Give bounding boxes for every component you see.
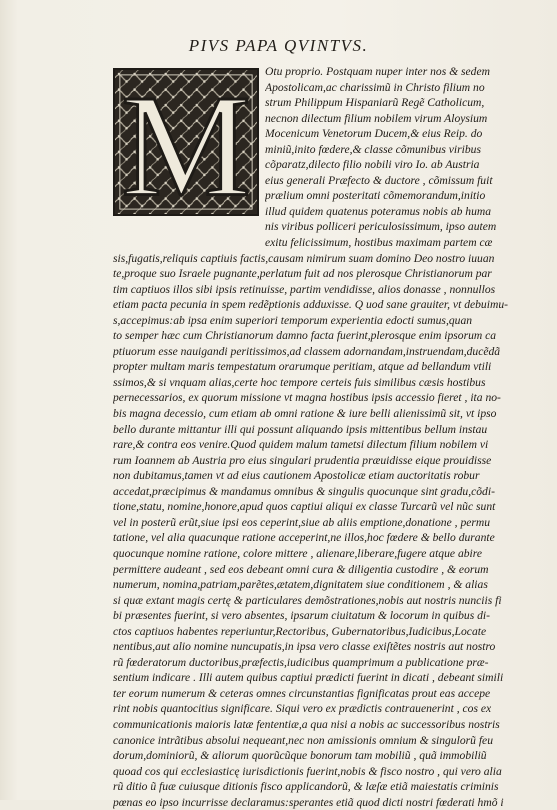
text-line: rũ ditio ũ fuæ cuiusque ditionis fisco applicandorũ, & læſæ etiã maiestatis criminis [113,780,499,794]
text-line: sentium indicare . Illi autem quibus captiui prædicti fuerint in dicati , debeant simili [113,671,504,685]
text-line: etiam pacta pecunia in spem redẽptionis adduxisse. Q uod sane grauiter, vt debuimu- [113,298,508,312]
text-line: ter eorum numerum & ceteras omnes circunstantias fignificatas prout eas accepe [113,686,491,700]
text-line: rare,& contra eos venire.Quod quidem malum tametsi dilectum filium nobilem vi [113,438,489,452]
text-line: pœnas eo ipso incurrisse declaramus:sperantes etiã quod dicti nostri fœderati hmõ i [113,795,504,809]
text-line: permittere audeant , sed eos debeant omni cura & diligentia custodire , & eorum [113,562,489,576]
text-line: dorum,dominiorũ, & aliorum quorũcũque bonorum tam mobiliũ , quã immobiliũ [113,749,487,763]
text-line: ptiuorum esse nauigandi peritissimos,ad classem adornandam,instruendam,ducẽdã [113,344,501,358]
text-line: eius generali Præfecto & ductore , cõmissum fuit [265,173,493,187]
text-line: propter multam maris tempestatum orarumque peritiam, atque ad bellandum vtili [113,360,492,374]
text-line: cõparatz,dilecto filio nobili viro Io. ab Austria [265,158,480,172]
text-line: non dubitamus,tamen vt ad eius cautionem Apostolicæ etiam auctoritatis robur [113,469,480,483]
text-line: Apostolicam,ac charissimũ in Christo filium no [265,80,485,94]
text-line: necnon dilectum filium nobilem virum Aloysium [265,111,488,125]
text-line: nentibus,aut alio nomine nuncupatis,in ipsa vero classe exiſtẽtes nostris aut nostro [113,640,496,654]
text-line: vel in posterũ erũt,siue ipsi eos ceperint,siue ab aliis emptione,donatione , permu [113,515,491,529]
text-line: si quæ extant magis certę & particulares demõstrationes,nobis aut nostris nunciis fi [113,593,502,607]
body-text [113,64,513,810]
text-line: exitu felicissimum, hostibus maximam partem cæ [265,236,493,250]
text-line: rint nobis quantocitius significare. Siqui vero ex prædictis contrauenerint , cos ex [113,702,492,716]
text-line: communicationis maioris latæ fententiæ,a qua nisi a nobis ac successoribus nostris [113,717,500,731]
text-line: illud quidem quatenus poteramus nobis ab huma [265,204,492,218]
text-line: sis,fugatis,reliquis captiuis factis,causam nimirum suam domino Deo nostro iuuan [113,251,495,265]
text-line: bello durante mittantur illi qui possunt aliquando ipsis mittentibus bellum instau [113,422,488,436]
text-line: tatione, vel alia quacunque ratione acceperint,ne illos,hoc fœdere & bello durante [113,531,495,545]
text-line: rũ fœderatorum ductoribus,præfectis,iudicibus quamprimum a publicatione præ- [113,655,489,669]
text-line: ssimos,& si vnquam alias,certe hoc tempore certeis fuis similibus cæsis hostibus [113,375,486,389]
page-header: PIVS PAPA QVINTVS. [188,36,369,55]
text-line: nis viribus polliceri periculosissimum, ipso autem [265,220,497,234]
text-line: numerum, nomina,patriam,parẽtes,ætatem,dignitatem siue conditionem , & alias [113,578,488,592]
text-line: strum Philippum Hispaniarũ Regẽ Catholicum, [265,96,485,110]
text-line: Otu proprio. Postquam nuper inter nos & sedem [265,65,490,78]
text-line: miniũ,inito fœdere,& classe cõmunibus viribus [265,142,481,156]
text-line: quocunque nomine ratione, colore mittere , alienare,liberare,fugere atque abire [113,546,482,560]
text-line: ctos captiuos habentes reperiuntur,Rectoribus, Gubernatoribus,Iudicibus,Locate [113,624,487,638]
text-line: pernecessarios, ex quorum missione vt magna hostibus ipsis accessio fieret , ita no- [113,391,501,405]
text-line: bi præsentes fuerint, si vero absentes, ipsarum ciuitatum & locorum in quibus di- [113,609,490,623]
text-line: Mocenicum Venetorum Ducem,& eius Reip. do [265,127,483,141]
text-line: prælium omni posteritati cõmemorandum,initio [265,189,486,203]
text-line: accedat,præcipimus & mandamus omnibus & singulis quocunque sint gradu,cõdi- [113,484,495,498]
text-line: quoad cos qui ecclesiasticę iurisdictionis fuerint,nobis & fisco nostro , qui vero alia [113,764,502,778]
text-line: bis magna decessio, cum etiam ab omni ratione & iure belli alienissimũ sit, vt ipso [113,407,497,421]
text-line: to semper hæc cum Christianorum damno facta fuerint,plerosque enim ipsorum ca [113,329,497,343]
text-line: rum Ioannem ab Austria pro eius singulari prudentia præuidisse eique prouidisse [113,453,492,467]
text-line: tione,statu, nomine,honore,apud quos captiui aliqui ex classe Turcarũ vel nũc sunt [113,500,496,514]
text-line: canonice intrãtibus absolui nequeant,nec non amissionis omnium & singulorũ feu [113,733,493,747]
text-line: s,accepimus:ab ipsa enim superiori temporum experientia edocti sumus,quan [113,313,473,327]
text-line: te,proque suo Israele pugnante,perlatum fuit ad nos plerosque Christianorum par [113,267,492,281]
initial-letter: M [121,70,251,214]
text-line: tim captiuos illos sibi ipsis retinuisse, partim vendidisse, alios donasse , nonnullos [113,282,496,296]
